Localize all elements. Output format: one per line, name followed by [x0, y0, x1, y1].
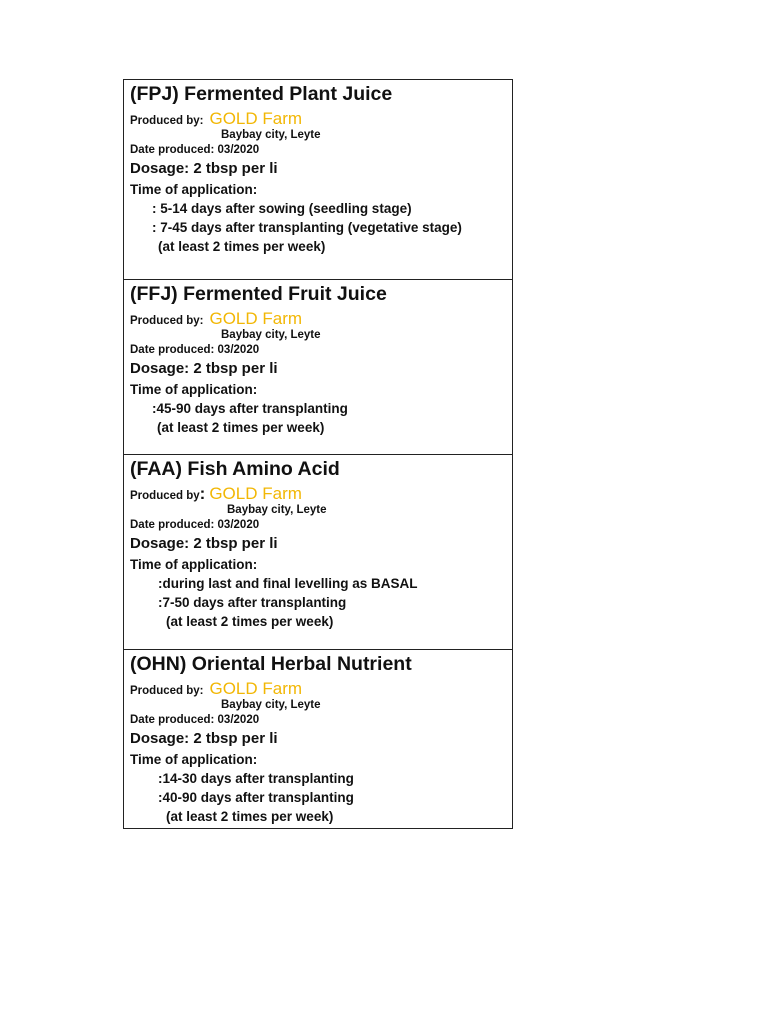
farm-location: Baybay city, Leyte [227, 504, 327, 516]
time-of-application-label: Time of application: [130, 182, 258, 197]
farm-name: GOLD Farm [209, 484, 302, 503]
label-title: (FFJ) Fermented Fruit Juice [130, 283, 387, 305]
farm-name: GOLD Farm [209, 109, 303, 128]
dosage: Dosage: 2 tbsp per li [130, 160, 278, 177]
time-of-application-label: Time of application: [130, 382, 258, 397]
label-title: (FAA) Fish Amino Acid [130, 458, 340, 480]
application-frequency: (at least 2 times per week) [158, 239, 326, 254]
application-frequency: (at least 2 times per week) [157, 420, 325, 435]
producer-row [130, 309, 506, 327]
date-produced: Date produced: 03/2020 [130, 519, 260, 531]
producer-row [130, 484, 506, 502]
product-label-sheet [123, 79, 513, 829]
time-of-application-label: Time of application: [130, 557, 258, 572]
farm-name: GOLD Farm [209, 679, 303, 698]
produced-by-label: Produced by: [130, 315, 204, 327]
dosage: Dosage: 2 tbsp per li [130, 360, 278, 377]
date-produced: Date produced: 03/2020 [130, 714, 260, 726]
farm-location: Baybay city, Leyte [221, 699, 321, 711]
label-title: (OHN) Oriental Herbal Nutrient [130, 653, 412, 675]
label-faa [124, 454, 512, 649]
produced-by-label: Produced by: [130, 685, 204, 697]
producer-row [130, 109, 506, 127]
farm-location: Baybay city, Leyte [221, 329, 321, 341]
producer-row [130, 679, 506, 697]
application-line: :7-50 days after transplanting [158, 595, 347, 610]
application-line: :14-30 days after transplanting [158, 771, 354, 786]
time-of-application-label: Time of application: [130, 752, 258, 767]
application-frequency: (at least 2 times per week) [166, 809, 334, 824]
application-line: :45-90 days after transplanting [152, 401, 348, 416]
farm-name: GOLD Farm [209, 309, 303, 328]
application-line: : 7-45 days after transplanting (vegetative stage) [152, 220, 462, 235]
produced-by-label: Produced by [130, 490, 200, 502]
produced-by-colon: : [199, 484, 206, 503]
application-line: :during last and final levelling as BASAL [158, 576, 418, 591]
label-title: (FPJ) Fermented Plant Juice [130, 83, 393, 105]
dosage: Dosage: 2 tbsp per li [130, 730, 278, 747]
application-line: :40-90 days after transplanting [158, 790, 354, 805]
label-ffj [124, 279, 512, 454]
produced-by-label: Produced by: [130, 115, 204, 127]
label-fpj [124, 80, 512, 279]
dosage: Dosage: 2 tbsp per li [130, 535, 278, 552]
date-produced: Date produced: 03/2020 [130, 344, 260, 356]
application-line: : 5-14 days after sowing (seedling stage) [152, 201, 412, 216]
application-frequency: (at least 2 times per week) [166, 614, 334, 629]
label-ohn [124, 649, 512, 828]
farm-location: Baybay city, Leyte [221, 129, 321, 141]
date-produced: Date produced: 03/2020 [130, 144, 260, 156]
